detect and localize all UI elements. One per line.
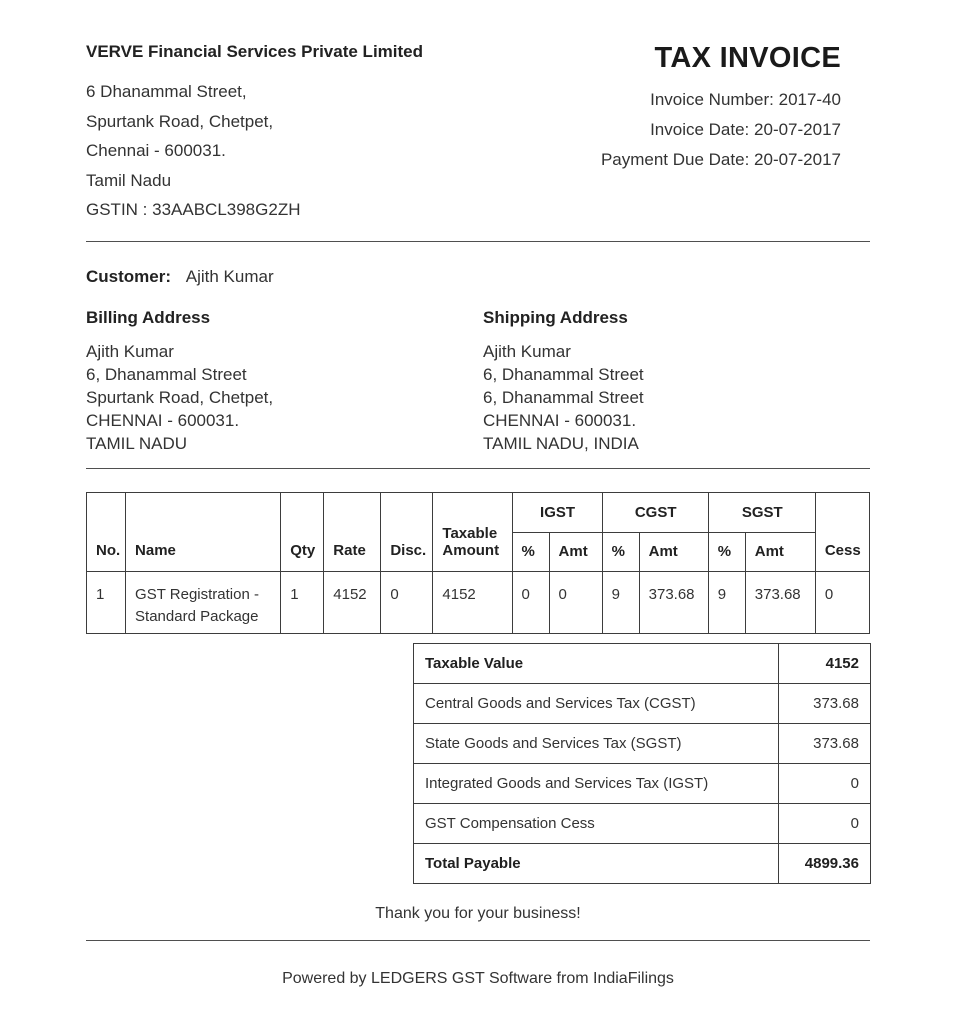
powered-by-line: Powered by LEDGERS GST Software from IndiaFilings: [282, 969, 674, 987]
col-header-sgst-amt: Amt: [745, 532, 815, 571]
customer-line: [86, 266, 870, 288]
billing-address-line: CHENNAI - 600031.: [86, 410, 240, 430]
invoice-number-line: [601, 85, 841, 115]
col-header-cgst-amt: Amt: [639, 532, 708, 571]
payment-due-value: 20-07-2017: [754, 150, 841, 169]
seller-address-line: Spurtank Road, Chetpet,: [86, 111, 274, 131]
col-header-cgst-percent: %: [602, 532, 639, 571]
shipping-address-line: 6, Dhanammal Street: [483, 387, 644, 407]
billing-address-line: Ajith Kumar: [86, 341, 174, 361]
item-cgst-amt-cell: 373.68: [639, 571, 708, 633]
col-header-taxable-amount: Taxable Amount: [433, 492, 512, 571]
totals-value: 0: [779, 763, 871, 803]
item-cess-cell: 0: [815, 571, 869, 633]
invoice-date-line: [601, 115, 841, 145]
item-sgst-amt-cell: 373.68: [745, 571, 815, 633]
col-header-cess: Cess: [815, 492, 869, 571]
customer-label: Customer:: [86, 266, 172, 286]
item-igst-percent-cell: 0: [512, 571, 549, 633]
seller-name: VERVE Financial Services Private Limited: [86, 42, 424, 61]
item-igst-amt-cell: 0: [549, 571, 602, 633]
seller-address-line: 6 Dhanammal Street,: [86, 82, 247, 101]
item-disc-cell: 0: [381, 571, 433, 633]
seller-address-line: Tamil Nadu: [86, 170, 172, 190]
invoice-title: TAX INVOICE: [654, 42, 841, 74]
billing-address-heading: Billing Address: [86, 307, 211, 327]
seller-address-line: Chennai - 600031.: [86, 141, 226, 160]
billing-address-line: TAMIL NADU: [86, 433, 188, 453]
col-header-igst-group: IGST: [512, 492, 602, 532]
seller-gstin: GSTIN : 33AABCL398G2ZH: [86, 200, 301, 219]
item-no-cell: 1: [87, 571, 126, 633]
totals-label: Taxable Value: [414, 643, 779, 683]
totals-value: 4152: [779, 643, 871, 683]
totals-value: 4899.36: [779, 843, 871, 883]
item-rate-cell: 4152: [324, 571, 381, 633]
totals-row-igst: [414, 763, 871, 803]
invoice-number-label: Invoice Number:: [650, 90, 774, 109]
totals-row-cgst: [414, 683, 871, 723]
item-cgst-percent-cell: 9: [602, 571, 639, 633]
shipping-address-heading: Shipping Address: [483, 307, 628, 327]
invoice-number-value: 2017-40: [778, 90, 841, 109]
payment-due-label: Payment Due Date:: [600, 150, 750, 169]
col-header-sgst-percent: %: [708, 532, 745, 571]
billing-address-line: 6, Dhanammal Street: [86, 364, 247, 384]
col-header-qty: Qty: [281, 492, 324, 571]
totals-value: 373.68: [779, 723, 871, 763]
totals-label: Central Goods and Services Tax (CGST): [414, 683, 779, 723]
totals-value: 373.68: [779, 683, 871, 723]
divider: [86, 940, 870, 941]
item-sgst-percent-cell: 9: [708, 571, 745, 633]
item-taxable-amount-cell: 4152: [433, 571, 512, 633]
item-qty-cell: 1: [281, 571, 324, 633]
shipping-address-line: CHENNAI - 600031.: [483, 410, 637, 430]
items-header-group-row: [87, 492, 870, 532]
totals-table: [413, 643, 871, 884]
shipping-address-line: Ajith Kumar: [483, 341, 571, 361]
divider: [86, 241, 870, 242]
invoice-meta: [601, 40, 870, 225]
totals-label: GST Compensation Cess: [414, 803, 779, 843]
shipping-address-block: [483, 307, 644, 455]
totals-label: State Goods and Services Tax (SGST): [414, 723, 779, 763]
billing-address-line: Spurtank Road, Chetpet,: [86, 387, 274, 407]
col-header-name: Name: [126, 492, 281, 571]
totals-value: 0: [779, 803, 871, 843]
col-header-sgst-group: SGST: [708, 492, 815, 532]
shipping-address-line: 6, Dhanammal Street: [483, 364, 644, 384]
col-header-rate: Rate: [324, 492, 381, 571]
totals-label: Total Payable: [414, 843, 779, 883]
invoice-header: [86, 0, 870, 225]
line-items-table: [86, 492, 870, 634]
addresses-section: [86, 307, 870, 455]
col-header-disc: Disc.: [381, 492, 433, 571]
invoice-date-value: 20-07-2017: [754, 120, 841, 139]
totals-row-cess: [414, 803, 871, 843]
item-row: [87, 571, 870, 633]
customer-name: Ajith Kumar: [185, 266, 274, 286]
seller-info: [86, 40, 423, 225]
totals-row-total-payable: [414, 843, 871, 883]
totals-label: Integrated Goods and Services Tax (IGST): [414, 763, 779, 803]
totals-row-taxable-value: [414, 643, 871, 683]
payment-due-line: [601, 145, 841, 175]
shipping-address-line: TAMIL NADU, INDIA: [483, 433, 639, 453]
col-header-no: No.: [87, 492, 126, 571]
invoice-date-label: Invoice Date:: [650, 120, 750, 139]
col-header-igst-amt: Amt: [549, 532, 602, 571]
col-header-cgst-group: CGST: [602, 492, 708, 532]
col-header-igst-percent: %: [512, 532, 549, 571]
totals-row-sgst: [414, 723, 871, 763]
divider: [86, 468, 870, 469]
billing-address-block: [86, 307, 483, 455]
item-name-cell: GST Registration - Standard Package: [126, 571, 281, 633]
thank-you-message: Thank you for your business!: [375, 904, 581, 922]
